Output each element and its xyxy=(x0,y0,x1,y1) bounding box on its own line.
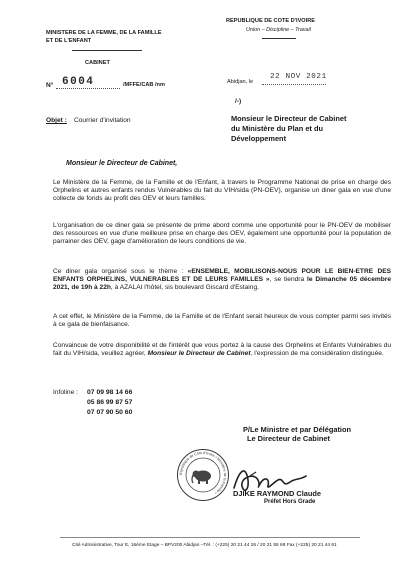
recipient-dash: /-) xyxy=(235,98,242,105)
official-stamp xyxy=(176,448,230,502)
paragraph-4: A cet effet, le Ministère de la Femme, de la Famille et de l'Enfant serait heureux de vous compter parmi ses invités à ce gala de bienfaisance. xyxy=(53,313,391,328)
header-divider-right xyxy=(262,38,296,39)
recipient-line3: Développement xyxy=(231,134,287,143)
cabinet-label: CABINET xyxy=(85,60,110,66)
date-dotted-line xyxy=(262,84,326,85)
paragraph-5-addressee: Monsieur le Directeur de Cabinet xyxy=(147,349,251,357)
signatory-rank: Préfet Hors Grade xyxy=(264,499,316,505)
recipient-line1: Monsieur le Directeur de Cabinet xyxy=(231,114,347,123)
gala-date-time: le Dimanche 05 décembre 2021, de 19h à 22h xyxy=(53,275,391,291)
reference-dotted-line xyxy=(56,88,120,89)
paragraph-3 xyxy=(53,268,391,292)
footer-divider xyxy=(60,537,360,538)
infoline-number-1: 07 09 98 14 66 xyxy=(87,389,133,396)
date-place: Abidjan, le xyxy=(227,79,254,85)
object-label: Objet : xyxy=(46,117,67,124)
infoline-number-2: 05 86 99 87 57 xyxy=(87,399,133,406)
signature-title: Le Directeur de Cabinet xyxy=(247,434,330,443)
ministry-name-line2: ET DE L'ENFANT xyxy=(46,38,92,44)
stamp-ring-text: République de Côte d'Ivoire • Ministère de la Famille • xyxy=(178,450,228,495)
infoline-label: Infoline : xyxy=(53,389,78,396)
paragraph-1: Le Ministère de la Femme, de la Famille et de l'Enfant, à travers le Programme National de prise en charge des Orphelins et autres enfants rendus Vulnérables du fait du VIH/sida (PN-OEV), organise un diner gala en vue d'une collecte de fonds au profit des OEV et leurs familles. xyxy=(53,179,391,202)
paragraph-5-closing: , l'expression de ma considération distinguée. xyxy=(250,349,384,357)
gala-theme: «ENSEMBLE, MOBILISONS-NOUS POUR LE BIEN-ETRE DES ENFANTS ORPHELINS, VULNERABLES ET DE LEURS FAMILLES » xyxy=(53,268,392,283)
object-value: Courrier d'invitation xyxy=(74,117,131,124)
footer-address: Cité Administrative, Tour E, 16ème Etage – BPV200 Abidjan –Tél. : (+225) 20 21 44 26 / 20 21 55 68 Fax (+225) 20 21 44 61 xyxy=(72,543,337,548)
country-name: REPUBLIQUE DE COTE D'IVOIRE xyxy=(226,18,315,24)
recipient-line2: du Ministère du Plan et du xyxy=(231,124,323,133)
reference-suffix: /MFFE/CAB /nm xyxy=(123,82,165,88)
paragraph-2: L'organisation de ce diner gala se présente de prime abord comme une opportunité pour le PN-OEV de mobiliser des ressources en vue d'une meilleure prise en charge des OEV, également une opportunité pour la population de parrainer des OEV, gage d'amélioration de leurs conditions de vie. xyxy=(53,222,391,245)
reference-prefix: N° xyxy=(46,82,54,89)
header-divider-left xyxy=(72,50,142,51)
ministry-name-line1: MINISTERE DE LA FEMME, DE LA FAMILLE xyxy=(46,30,162,36)
elephant-emblem-icon xyxy=(192,471,211,485)
signature-delegation: P/Le Ministre et par Délégation xyxy=(243,425,352,434)
infoline-number-3: 07 07 90 50 60 xyxy=(87,409,133,416)
reference-number: 6004 xyxy=(62,76,95,88)
paragraph-3-intro: Ce diner gala organisé sous le thème : xyxy=(53,268,188,275)
signatory-name: DJIKE RAYMOND Claude xyxy=(233,489,322,498)
paragraph-3-link: , se tiendra xyxy=(269,275,307,283)
date-stamp: 22 NOV 2021 xyxy=(270,73,327,81)
country-motto: Union – Discipline – Travail xyxy=(246,27,311,33)
paragraph-5 xyxy=(53,342,391,358)
paragraph-5-intro: Convaincue de votre disponibilité et de l'intérêt que vous portez à la cause des Orphelins et Enfants Vulnérables du fait du VIH/sida, veuillez agréer, xyxy=(53,342,391,357)
paragraph-3-venue: , à AZALAI l'hôtel, sis boulevard Giscard d'Estaing. xyxy=(110,283,259,291)
salutation: Monsieur le Directeur de Cabinet, xyxy=(66,160,178,167)
